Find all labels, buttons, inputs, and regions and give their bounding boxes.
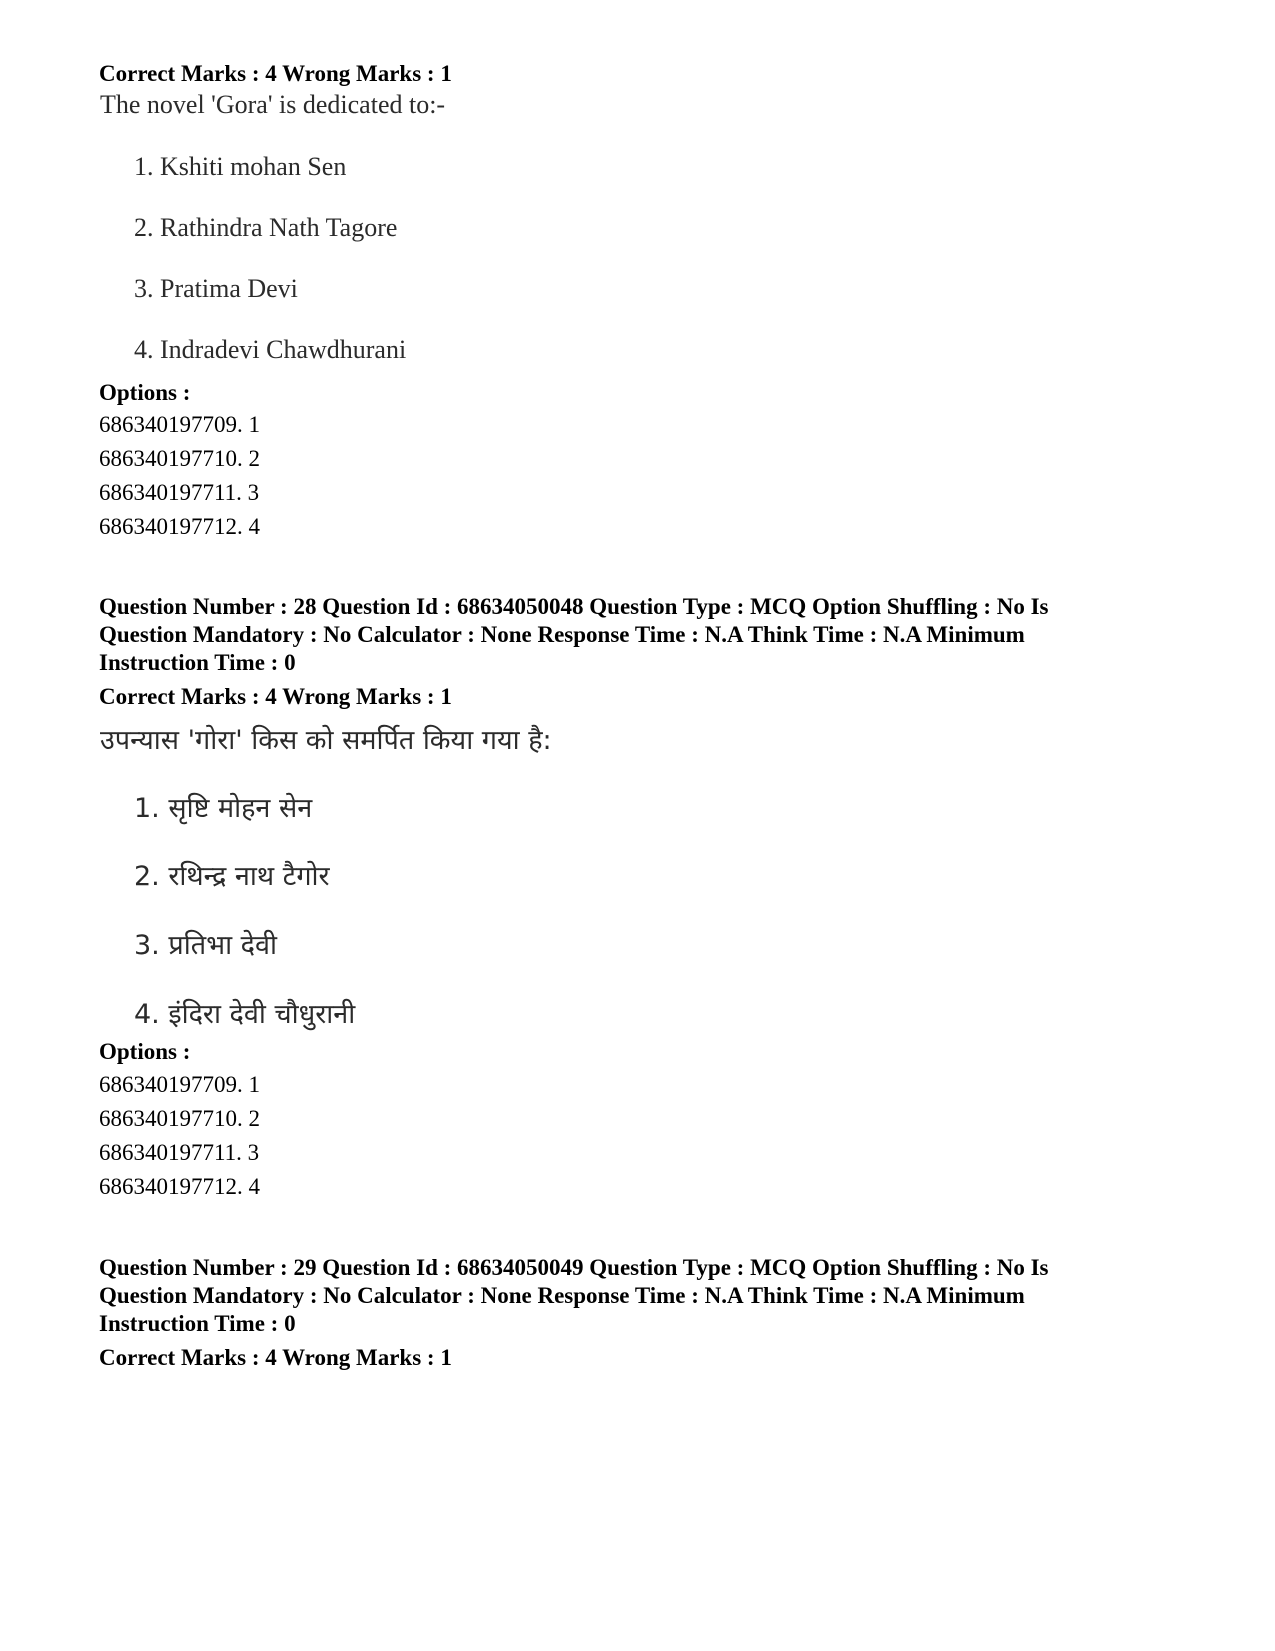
question-header-line-1: Question Number : 29 Question Id : 68634050049 Question Type : MCQ Option Shuffling : No Is [99,1255,1049,1280]
options-label: Options : [99,380,191,405]
option-id-3: 686340197711. 3 [99,1140,260,1165]
choice-1: 1. Kshiti mohan Sen [134,152,347,181]
question-header-line-2: Question Mandatory : No Calculator : None Response Time : N.A Think Time : N.A Minimum [99,1283,1025,1308]
option-id-3: 686340197711. 3 [99,480,260,505]
question-text: उपन्यास 'गोरा' किस को समर्पित किया गया है: [100,725,552,756]
choice-4: 4. Indradevi Chawdhurani [134,335,407,364]
question-header-line-3: Instruction Time : 0 [99,650,296,675]
choice-3: 3. Pratima Devi [134,274,298,303]
options-label: Options : [99,1039,191,1064]
choice-4: 4. इंदिरा देवी चौधुरानी [134,999,356,1030]
choice-2: 2. रथिन्द्र नाथ टैगोर [134,861,330,892]
option-id-2: 686340197710. 2 [99,1106,260,1131]
question-header-line-2: Question Mandatory : No Calculator : None Response Time : N.A Think Time : N.A Minimum [99,622,1025,647]
choice-3: 3. प्रतिभा देवी [134,930,277,961]
choice-1: 1. सृष्टि मोहन सेन [134,793,313,824]
question-header-line-1: Question Number : 28 Question Id : 68634050048 Question Type : MCQ Option Shuffling : No Is [99,594,1049,619]
marks-line: Correct Marks : 4 Wrong Marks : 1 [99,1345,452,1370]
marks-line: Correct Marks : 4 Wrong Marks : 1 [99,61,452,86]
option-id-4: 686340197712. 4 [99,514,260,539]
option-id-2: 686340197710. 2 [99,446,260,471]
question-text: The novel 'Gora' is dedicated to:- [100,90,446,119]
question-header-line-3: Instruction Time : 0 [99,1311,296,1336]
choice-2: 2. Rathindra Nath Tagore [134,213,398,242]
marks-line: Correct Marks : 4 Wrong Marks : 1 [99,684,452,709]
option-id-4: 686340197712. 4 [99,1174,260,1199]
option-id-1: 686340197709. 1 [99,412,260,437]
option-id-1: 686340197709. 1 [99,1072,260,1097]
